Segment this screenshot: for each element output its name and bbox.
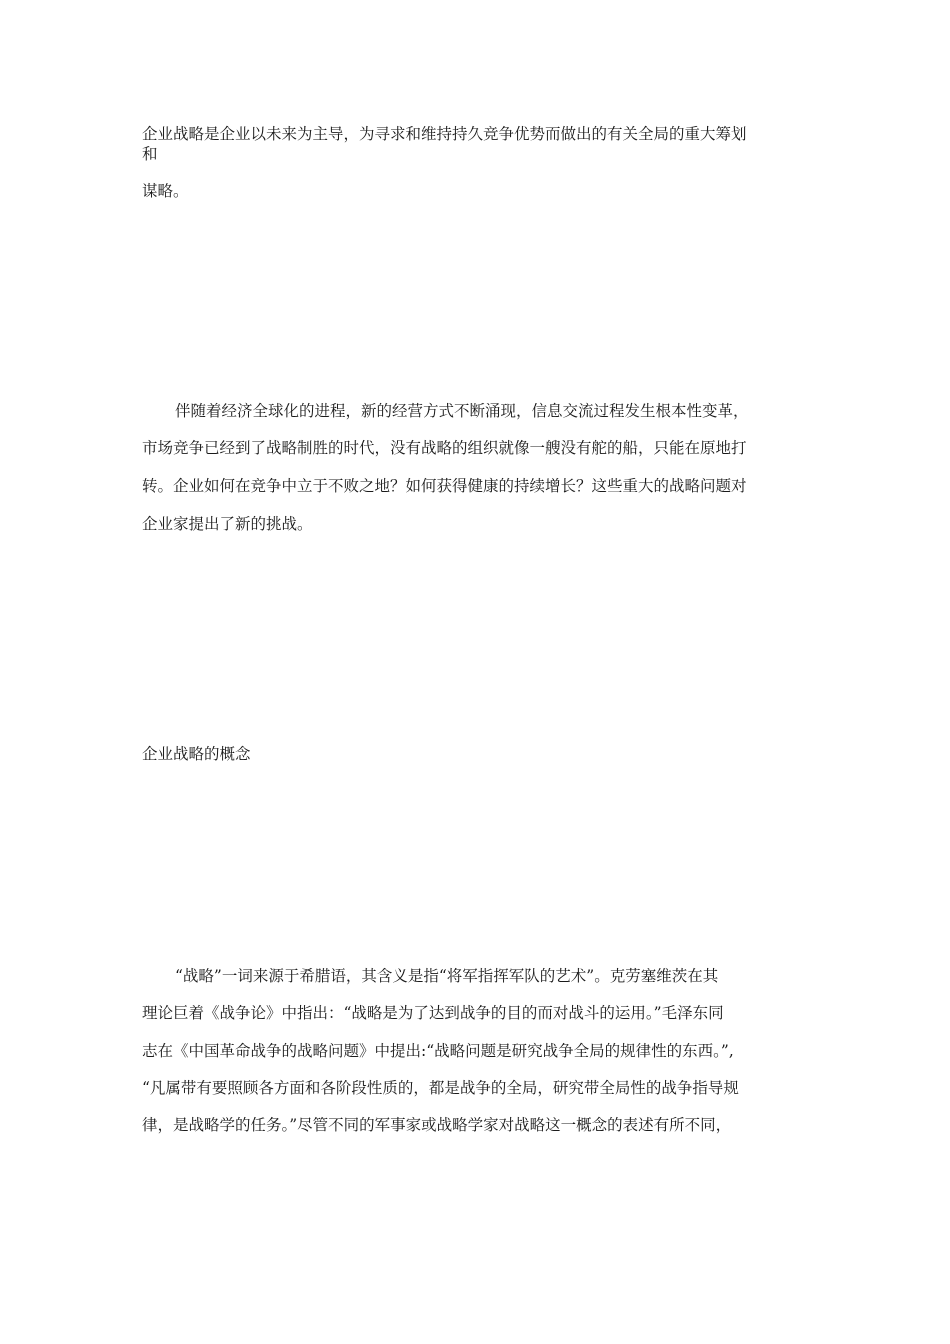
intro-line-2: 和 [142,145,158,163]
section-heading: 企业战略的概念 [142,745,251,763]
intro-line-3: 谋略。 [142,182,189,200]
paragraph2-line-1: “战略”一词来源于希腊语，其含义是指“将军指挥军队的艺术”。克劳塞维茨在其 [175,967,719,985]
paragraph1-line-3: 转。企业如何在竞争中立于不败之地？如何获得健康的持续增长？这些重大的战略问题对 [142,477,747,495]
paragraph2-line-3: 志在《中国革命战争的战略问题》中提出:“战略问题是研究战争全局的规律性的东西。”, [142,1042,734,1060]
paragraph2-line-4: “凡属带有要照顾各方面和各阶段性质的，都是战争的全局，研究带全局性的战争指导规 [142,1079,739,1097]
paragraph1-line-2: 市场竞争已经到了战略制胜的时代，没有战略的组织就像一艘没有舵的船，只能在原地打 [142,439,747,457]
intro-line-1: 企业战略是企业以未来为主导，为寻求和维持持久竞争优势而做出的有关全局的重大筹划 [142,125,747,143]
paragraph2-line-5: 律，是战略学的任务。”尽管不同的军事家或战略学家对战略这一概念的表述有所不同， [142,1116,732,1134]
paragraph1-line-4: 企业家提出了新的挑战。 [142,515,313,533]
paragraph2-line-2: 理论巨着《战争论》中指出：“战略是为了达到战争的目的而对战斗的运用。”毛泽东同 [142,1004,724,1022]
paragraph1-line-1: 伴随着经济全球化的进程，新的经营方式不断涌现，信息交流过程发生根本性变革， [175,402,749,420]
